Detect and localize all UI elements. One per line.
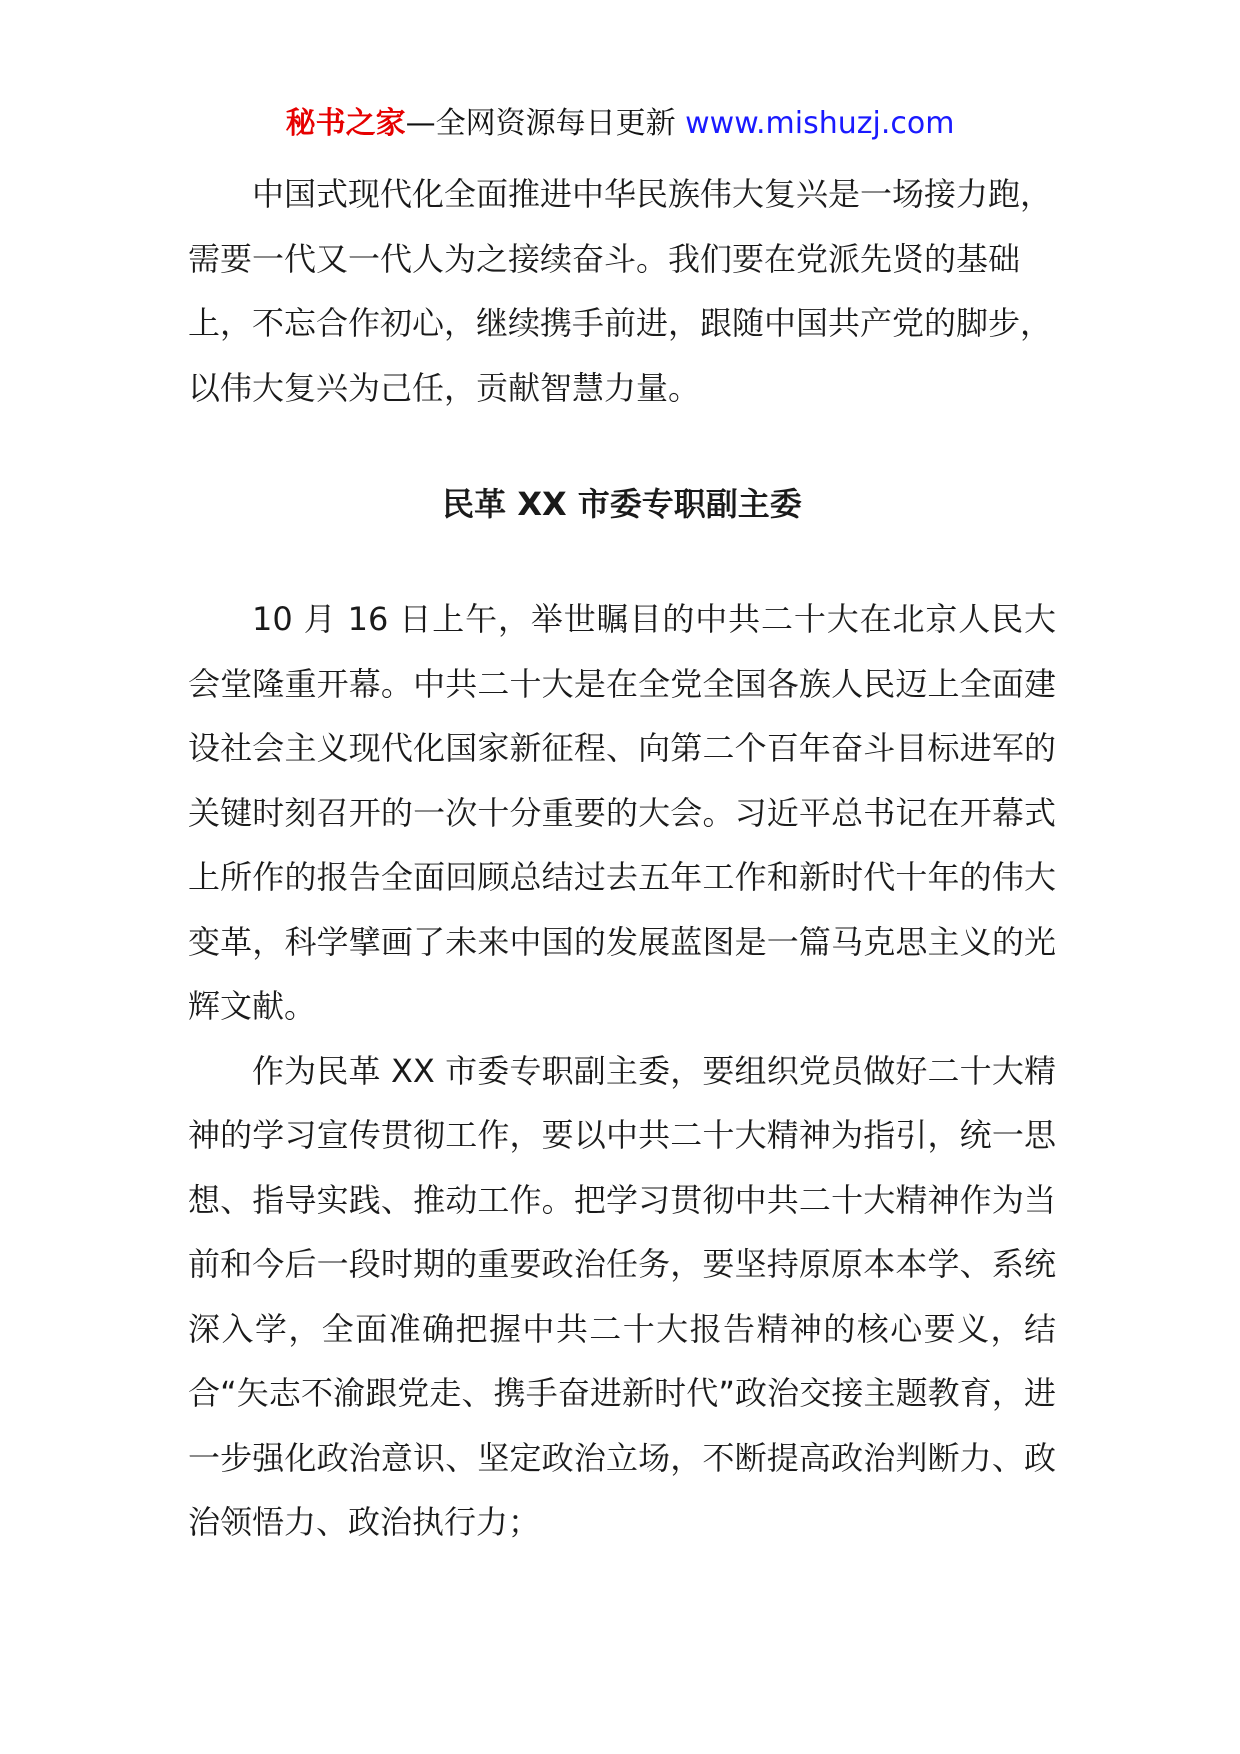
site-banner — [0, 104, 1240, 144]
document-body — [188, 162, 1056, 1555]
section-heading: 民革 XX 市委专职副主委 — [442, 485, 802, 523]
intro-paragraph: 中国式现代化全面推进中华民族伟大复兴是一场接力跑，需要一代又一代人为之接续奋斗。我们要在党派先贤的基础上，不忘合作初心，继续携手前进，跟随中国共产党的脚步，以伟大复兴为己任，贡献智慧力量。 — [188, 175, 1053, 407]
brand-name: 秘书之家 — [285, 106, 406, 141]
body-paragraph: 10 月 16 日上午，举世瞩目的中共二十大在北京人民大会堂隆重开幕。中共二十大是在全党全国各族人民迈上全面建设社会主义现代化国家新征程、向第二个百年奋斗目标进军的关键时刻召开的一次十分重要的大会。习近平总书记在开幕式上所作的报告全面回顾总结过去五年工作和新时代十年的伟大变革，科学擘画了未来中国的发展蓝图是一篇马克思主义的光辉文献。 — [188, 600, 1056, 1025]
site-url-link[interactable]: www.mishuzj.com — [685, 106, 955, 141]
banner-tagline: —全网资源每日更新 — [405, 106, 676, 141]
body-paragraph: 作为民革 XX 市委专职副主委，要组织党员做好二十大精神的学习宣传贯彻工作，要以中共二十大精神为指引，统一思想、指导实践、推动工作。把学习贯彻中共二十大精神作为当前和今后一段时期的重要政治任务，要坚持原原本本学、系统深入学，全面准确把握中共二十大报告精神的核心要义，结合“矢志不渝跟党走、携手奋进新时代”政治交接主题教育，进一步强化政治意识、坚定政治立场，不断提高政治判断力、政治领悟力、政治执行力； — [188, 1051, 1056, 1541]
